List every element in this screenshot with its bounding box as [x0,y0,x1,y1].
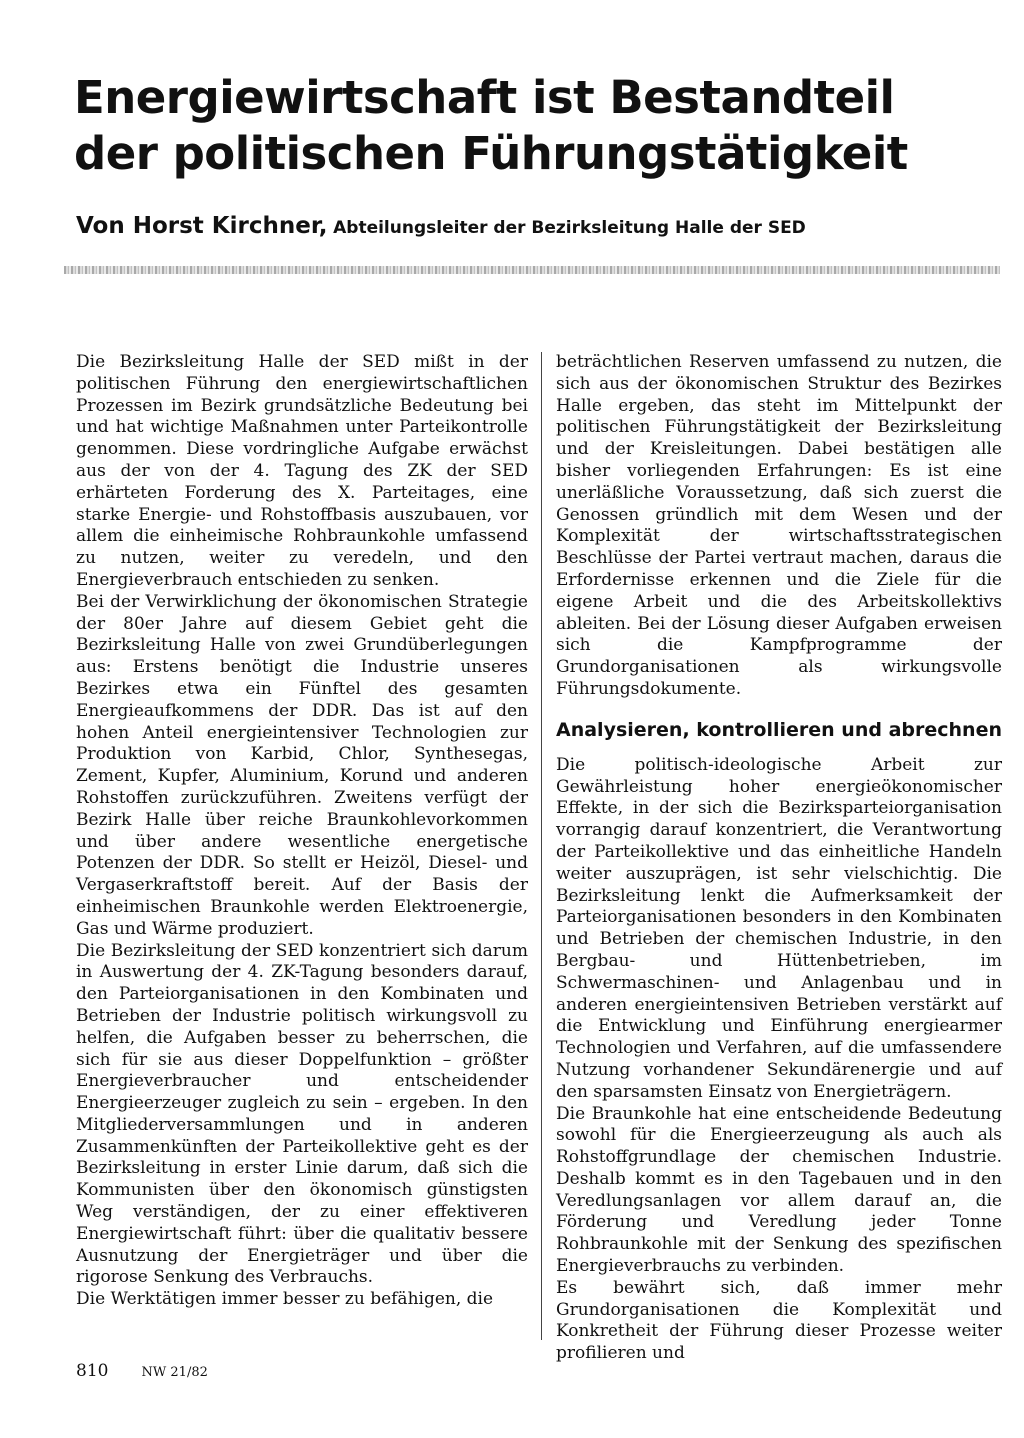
paragraph: Die politisch-ideologische Arbeit zur Gewährleistung hoher energieökonomischer Effekte, in der sich die Bezirksparteiorganisation vorrangig darauf konzentriert, die Verantwortung der Parteikollektive und das einheitliche Handeln weiter auszuprägen, ist sehr vielschichtig. Die Bezirksleitung lenkt die Aufmerksamkeit der Parteiorganisationen besonders in den Kombinaten und Betrieben der chemischen Industrie, in den Bergbau- und Hüttenbetrieben, im Schwermaschinen- und Anlagenbau und in anderen energieintensiven Betrieben verstärkt auf die Entwicklung und Einführung energiearmer Technologien und Verfahren, auf die umfassendere Nutzung vorhandener Sekundärenergie und auf den sparsamsten Einsatz von Energieträgern. [556,754,1002,1102]
paragraph: beträchtlichen Reserven umfassend zu nutzen, die sich aus der ökonomischen Struktur des Bezirkes Halle ergeben, das steht im Mittelpunkt der politischen Führungstätigkeit der Bezirksleitung und der Kreisleitungen. Dabei bestätigen alle bisher vorliegenden Erfahrungen: Es ist eine unerläßliche Voraussetzung, daß sich zuerst die Genossen gründlich mit dem Wesen und der Komplexität der wirtschaftsstrategischen Beschlüsse der Partei vertraut machen, daraus die Erfordernisse erkennen und die Ziele für die eigene Arbeit und die des Arbeitskollektivs ableiten. Bei der Lösung dieser Aufgaben erweisen sich die Kampfprogramme der Grundorganisationen als wirkungsvolle Führungsdokumente. [556,352,1002,699]
paragraph: Es bewährt sich, daß immer mehr Grundorganisationen die Komplexität und Konkretheit der Führung dieser Prozesse weiter profilieren und [556,1277,1002,1364]
issue-label: NW 21/82 [141,1365,208,1380]
paragraph: Die Bezirksleitung Halle der SED mißt in der politischen Führung den energiewirtschaftlichen Prozessen im Bezirk grundsätzliche Bedeutung bei und hat wichtige Maßnahmen unter Parteikontrolle genommen. Diese vordringliche Aufgabe erwächst aus der von der 4. Tagung des ZK der SED erhärteten Forderung des X. Parteitages, eine starke Energie- und Rohstoffbasis auszubauen, vor allem die einheimische Rohbraunkohle umfassend zu nutzen, weiter zu veredeln, und den Energieverbrauch entschieden zu senken. [76,352,528,590]
decorative-rule [64,266,1000,274]
byline [76,213,976,239]
article-headline [74,70,974,182]
text-column-right [556,352,1002,1365]
paragraph: Die Werktätigen immer besser zu befähigen, die [76,1289,494,1310]
page-number: 810 [76,1361,109,1381]
text-column-left [76,352,528,1311]
headline-line-1: Energiewirtschaft ist Bestandteil [74,71,895,124]
author-name: Von Horst Kirchner, [76,213,328,239]
author-role: Abteilungsleiter der Bezirksleitung Halle der SED [333,218,806,238]
page-footer [76,1361,208,1381]
column-divider [541,352,542,1340]
paragraph: Bei der Verwirklichung der ökonomischen Strategie der 80er Jahre auf diesem Gebiet geht die Bezirksleitung Halle von zwei Grundüberlegungen aus: Erstens benötigt die Industrie unseres Bezirkes etwa ein Fünftel des gesamten Energieaufkommens der DDR. Das ist auf den hohen Anteil energieintensiver Technologien zur Produktion von Karbid, Chlor, Synthesegas, Zement, Kupfer, Aluminium, Korund und anderen Rohstoffen zurückzuführen. Zweitens verfügt der Bezirk Halle über reiche Braunkohlevorkommen und über andere wesentliche energetische Potenzen der DDR. So stellt er Heizöl, Diesel- und Vergaserkraftstoff bereit. Auf der Basis der einheimischen Braunkohle werden Elektroenergie, Gas und Wärme produziert. [76,591,528,939]
headline-line-2: der politischen Führungstätigkeit [74,127,908,180]
paragraph: Die Braunkohle hat eine entscheidende Bedeutung sowohl für die Energieerzeugung als auch als Rohstoffgrundlage der chemischen Industrie. Deshalb kommt es in den Tagebauen und in den Veredlungsanlagen vor allem darauf an, die Förderung und Veredlung jeder Tonne Rohbraunkohle mit der Senkung des spezifischen Energieverbrauchs zu verbinden. [556,1103,1002,1277]
paragraph: Die Bezirksleitung der SED konzentriert sich darum in Auswertung der 4. ZK-Tagung besonders darauf, den Parteiorganisationen in den Kombinaten und Betrieben der Industrie politisch wirkungsvoll zu helfen, die Aufgaben besser zu beherrschen, die sich für sie aus dieser Doppelfunktion – größter Energieverbraucher und entscheidender Energieerzeuger zugleich zu sein – ergeben. In den Mitgliederversammlungen und in anderen Zusammenkünften der Parteikollektive geht es der Bezirksleitung in erster Linie darum, daß sich die Kommunisten über den ökonomisch günstigsten Weg verständigen, der zu einer effektiveren Energiewirtschaft führt: über die qualitativ bessere Ausnutzung der Energieträger und über die rigorose Senkung des Verbrauchs. [76,940,528,1288]
section-subheading: Analysieren, kontrollieren und abrechnen [556,718,1002,741]
